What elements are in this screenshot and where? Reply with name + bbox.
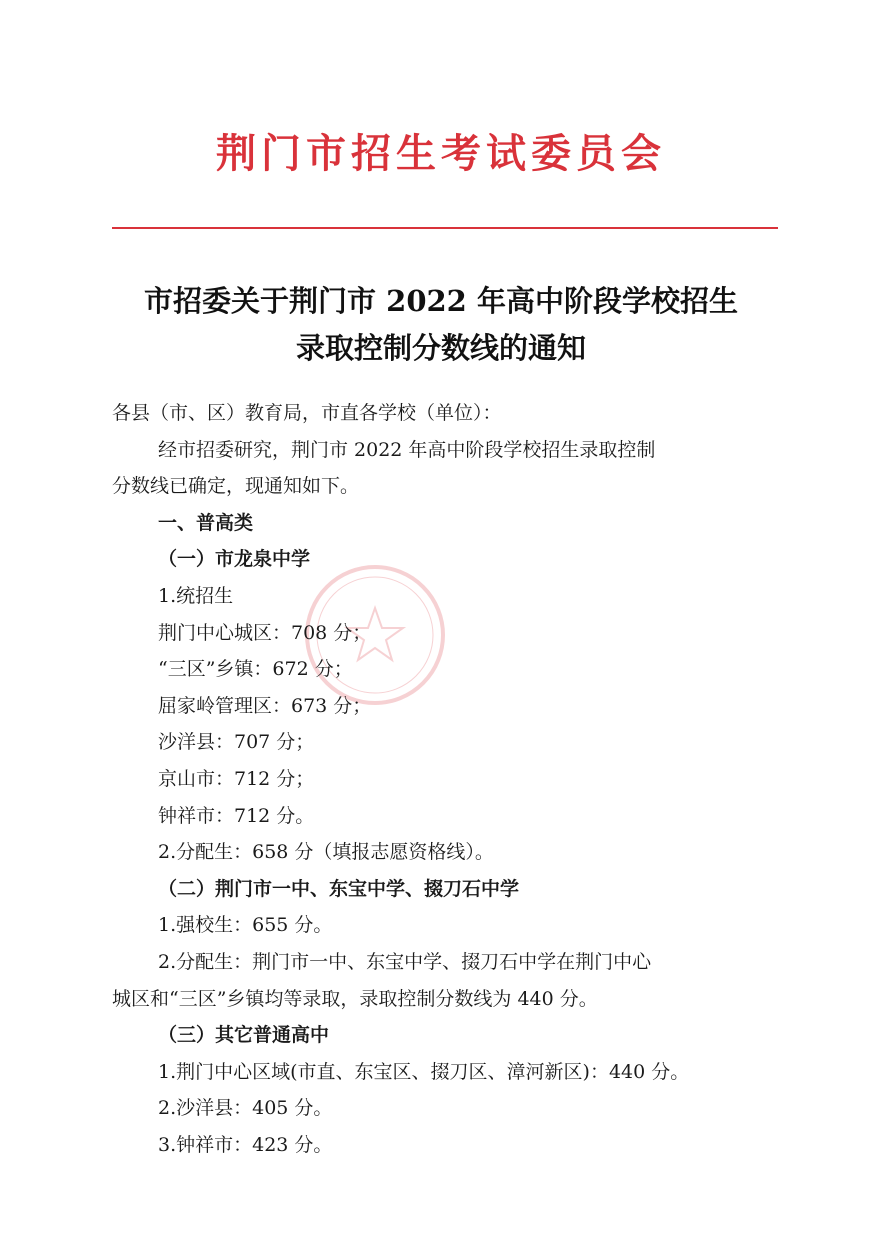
header-divider (112, 227, 778, 229)
subsection-heading-3: （三）其它普通高中 (158, 1024, 330, 1047)
score-line-jingshan: 京山市：712 分； (158, 767, 315, 790)
list-item: 2.分配生：658 分（填报志愿资格线）。 (158, 841, 494, 864)
subsection-heading-2: （二）荆门市一中、东宝中学、掇刀石中学 (158, 877, 520, 900)
subsection-heading-1: （一）市龙泉中学 (158, 548, 311, 571)
list-item: 1.统招生 (158, 584, 234, 607)
list-item: 3.钟祥市：423 分。 (158, 1133, 333, 1156)
score-line-zhongxin: 荆门中心城区：708 分； (158, 621, 372, 644)
list-item: 1.强校生：655 分。 (158, 914, 333, 937)
score-line-sanqu: “三区”乡镇：672 分； (158, 658, 353, 681)
section-heading-1: 一、普高类 (158, 511, 254, 534)
document-title (0, 278, 882, 372)
intro-line-2: 分数线已确定，现通知如下。 (112, 475, 360, 498)
title-line-2: 录取控制分数线的通知 (295, 331, 586, 365)
intro-line-1: 经市招委研究，荆门市 2022 年高中阶段学校招生录取控制 (158, 438, 656, 461)
salutation: 各县（市、区）教育局，市直各学校（单位）： (112, 402, 502, 424)
score-line-shayang: 沙洋县：707 分； (158, 731, 315, 754)
list-item: 2.沙洋县：405 分。 (158, 1097, 333, 1120)
list-item-wrapped-1: 2.分配生：荆门市一中、东宝中学、掇刀石中学在荆门中心 (158, 950, 652, 973)
document-body (112, 395, 777, 1163)
title-line-1: 市招委关于荆门市 2022 年高中阶段学校招生 (144, 284, 738, 318)
list-item-wrapped-2: 城区和“三区”乡镇均等录取，录取控制分数线为 440 分。 (112, 987, 598, 1010)
issuing-organization: 荆门市招生考试委员会 (216, 131, 666, 177)
score-line-qujialing: 屈家岭管理区：673 分； (158, 694, 372, 717)
score-line-zhongxiang: 钟祥市：712 分。 (158, 804, 315, 827)
list-item: 1.荆门中心区域(市直、东宝区、掇刀区、漳河新区)：440 分。 (158, 1060, 690, 1083)
